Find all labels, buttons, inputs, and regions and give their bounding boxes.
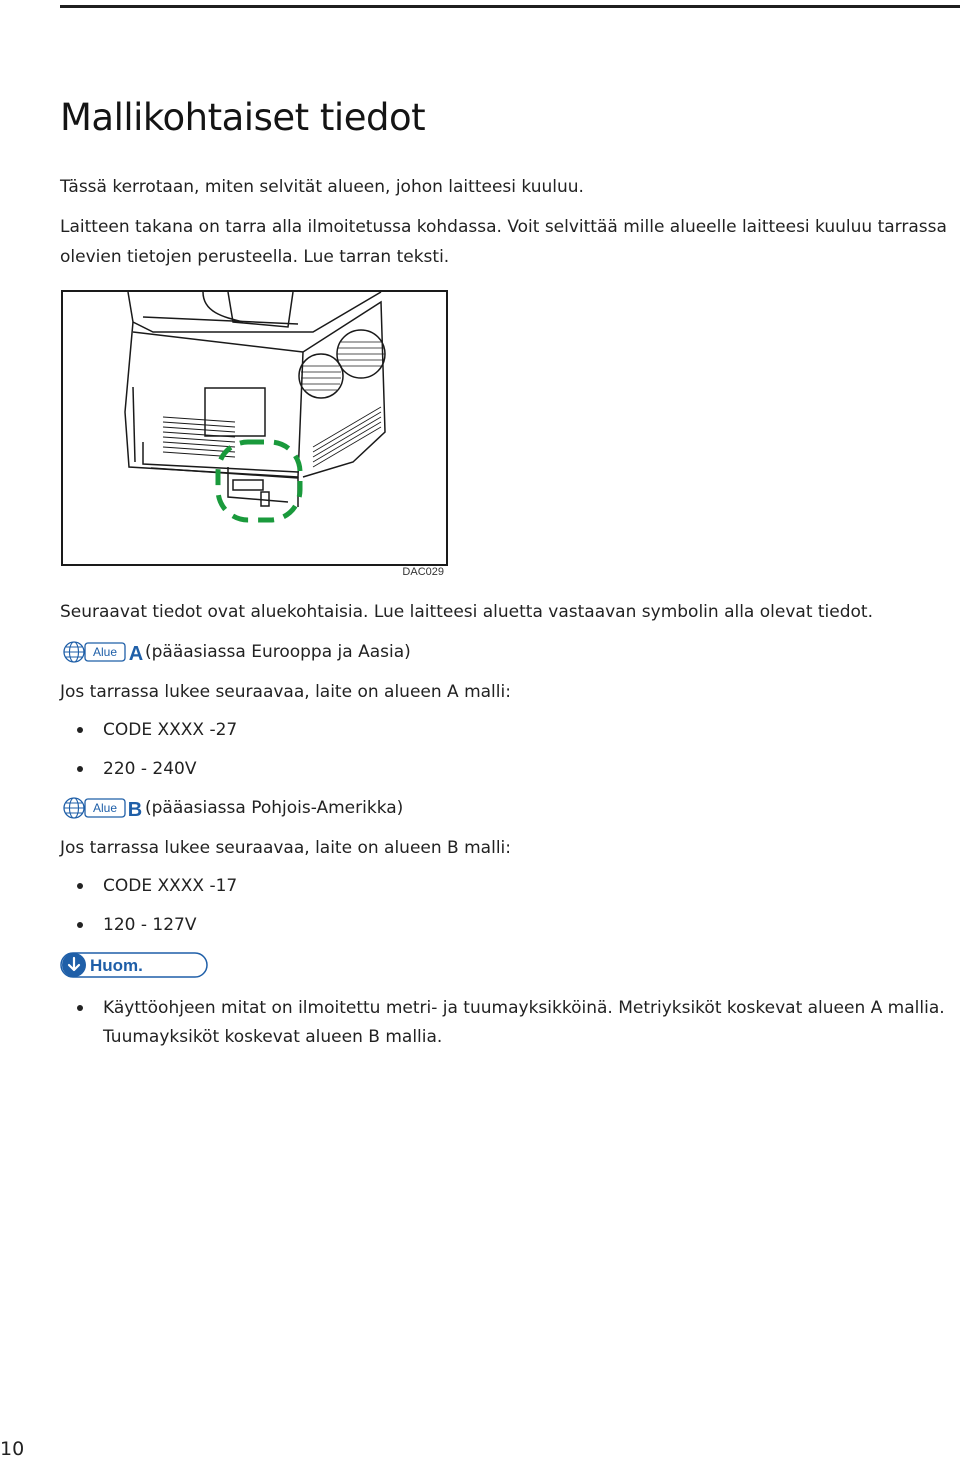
region-b-item: 120 - 127V [77, 911, 196, 940]
figure-code: DAC029 [402, 566, 444, 578]
region-b-lead: Jos tarrassa lukee seuraavaa, laite on alueen B malli: [60, 838, 511, 858]
region-a-caption: (pääasiassa Eurooppa ja Aasia) [145, 642, 411, 662]
note-badge [60, 951, 208, 979]
region-a-badge-word: Alue [92, 645, 118, 659]
region-a-lead: Jos tarrassa lukee seuraavaa, laite on alueen A malli: [60, 682, 511, 702]
region-a-item: 220 - 240V [77, 755, 196, 784]
intro-text: Tässä kerrotaan, miten selvität alueen, johon laitteesi kuuluu. [60, 177, 584, 197]
label-location-text-2: olevien tietojen perusteella. Lue tarran teksti. [60, 247, 450, 267]
note-line-2: Tuumayksiköt koskevat alueen B mallia. [103, 1027, 443, 1047]
page-title: Mallikohtaiset tiedot [60, 96, 426, 139]
note-line-1: Käyttöohjeen mitat on ilmoitettu metri- ja tuumayksikköinä. Metriyksiköt koskevat alueen A mallia. [103, 998, 945, 1018]
region-b-badge-word: Alue [92, 801, 118, 815]
region-intro-text: Seuraavat tiedot ovat aluekohtaisia. Lue laitteesi aluetta vastaavan symbolin alla olevat tiedot. [60, 602, 873, 622]
note-item [77, 994, 945, 1052]
top-rule [60, 5, 960, 8]
label-highlight-circle [218, 442, 300, 520]
region-b-badge-letter: B [127, 799, 143, 821]
region-b-badge-icon [61, 795, 145, 821]
region-b-heading [61, 795, 403, 821]
region-a-badge-icon [61, 639, 145, 665]
printer-rear-figure [61, 290, 448, 578]
region-a-item: CODE XXXX -27 [77, 716, 237, 745]
label-location-text-1: Laitteen takana on tarra alla ilmoitetussa kohdassa. Voit selvittää mille alueelle laitteesi kuuluu tarrassa [60, 217, 947, 237]
region-a-heading [61, 639, 411, 665]
region-a-badge-letter: A [128, 643, 144, 665]
note-label: Huom. [90, 956, 143, 975]
printer-rear-illustration [63, 292, 446, 564]
page-number: 10 [0, 1438, 25, 1460]
region-b-caption: (pääasiassa Pohjois-Amerikka) [145, 798, 404, 818]
region-b-item: CODE XXXX -17 [77, 872, 237, 901]
